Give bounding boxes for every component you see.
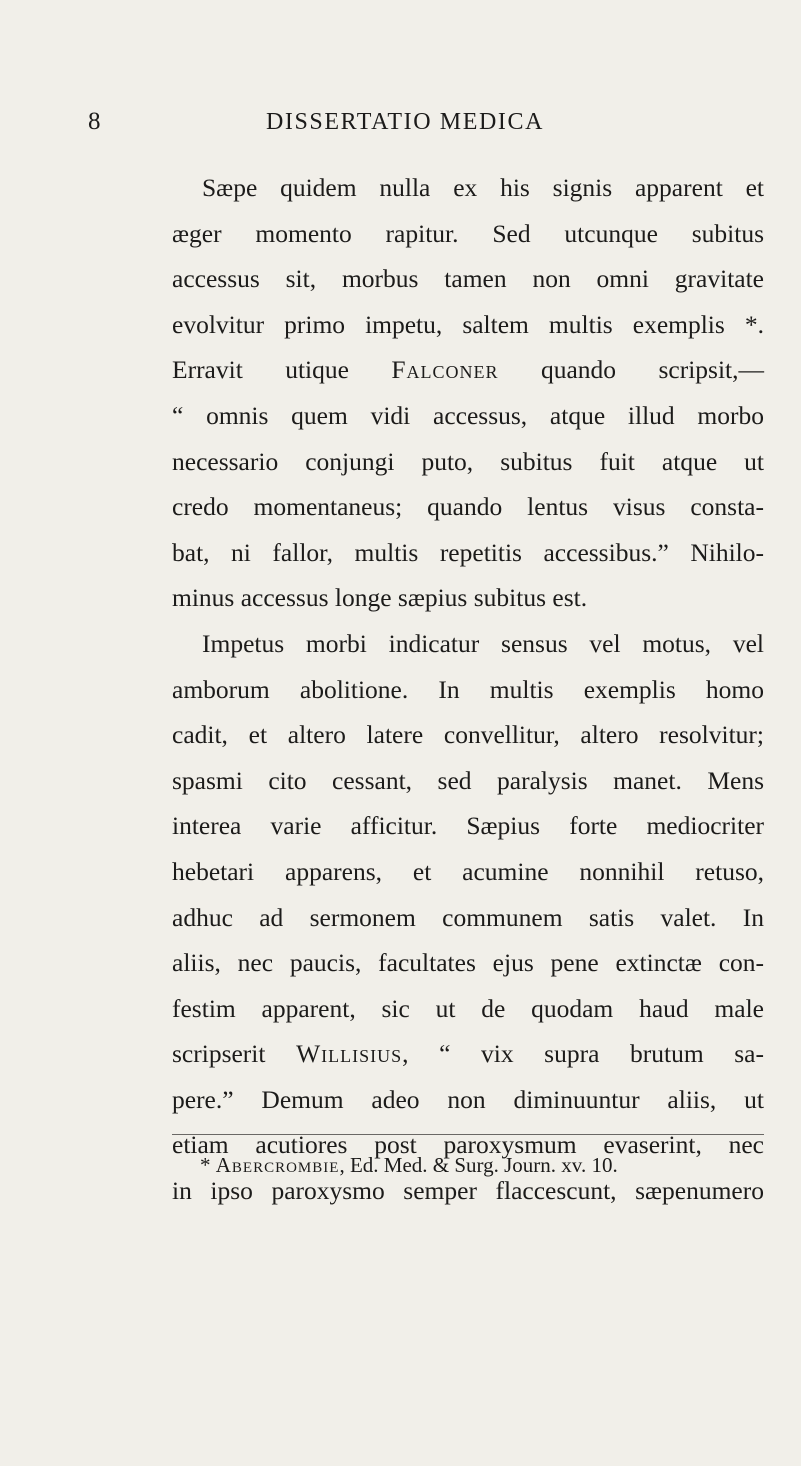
text-line: cadit, et altero latere convellitur, altero resolvitur; bbox=[172, 720, 764, 750]
footnote bbox=[200, 1150, 760, 1180]
text-line: æger momento rapitur. Sed utcunque subitus bbox=[172, 218, 764, 248]
text-line: credo momentaneus; quando lentus visus consta- bbox=[172, 492, 764, 522]
text-fragment: quando scripsit,— bbox=[498, 355, 764, 385]
running-title: DISSERTATIO MEDICA bbox=[265, 109, 545, 135]
author-name-willisius: Willisius bbox=[296, 1039, 403, 1069]
page-number: 8 bbox=[88, 108, 101, 135]
text-fragment: Erravit utique bbox=[172, 355, 392, 385]
body-text bbox=[172, 165, 764, 1214]
text-line: hebetari apparens, et acumine nonnihil retuso, bbox=[172, 856, 764, 886]
author-name-falconer: Falconer bbox=[391, 355, 499, 385]
text-line: pere.” Demum adeo non diminuuntur aliis, ut bbox=[172, 1084, 764, 1114]
text-line: “ omnis quem vidi accessus, atque illud morbo bbox=[172, 400, 764, 430]
text-line: evolvitur primo impetu, saltem multis exemplis *. bbox=[172, 309, 764, 339]
text-line: minus accessus longe sæpius subitus est. bbox=[172, 583, 588, 613]
text-line: accessus sit, morbus tamen non omni gravitate bbox=[172, 264, 764, 294]
text-line: necessario conjungi puto, subitus fuit atque ut bbox=[172, 446, 764, 476]
text-line bbox=[172, 347, 764, 393]
text-line: interea varie afficitur. Sæpius forte mediocriter bbox=[172, 811, 764, 841]
footnote-divider bbox=[172, 1134, 764, 1135]
text-line: etiam acutiores post paroxysmum evaserint, nec bbox=[172, 1130, 764, 1160]
text-line: bat, ni fallor, multis repetitis accessibus.” Nihilo- bbox=[172, 537, 764, 567]
text-line: adhuc ad sermonem communem satis valet. In bbox=[172, 902, 764, 932]
text-fragment: , “ vix supra brutum sa- bbox=[402, 1039, 764, 1069]
text-line: amborum abolitione. In multis exemplis homo bbox=[172, 674, 764, 704]
footnote-marker: * bbox=[200, 1153, 216, 1177]
text-line: Sæpe quidem nulla ex his signis apparent et bbox=[202, 173, 764, 202]
text-line: in ipso paroxysmo semper flaccescunt, sæpenumero bbox=[172, 1176, 764, 1206]
text-line: festim apparent, sic ut de quodam haud male bbox=[172, 993, 764, 1023]
page-header bbox=[0, 107, 801, 137]
footnote-citation: , Ed. Med. & Surg. Journ. xv. 10. bbox=[339, 1153, 618, 1177]
text-line: Impetus morbi indicatur sensus vel motus, vel bbox=[202, 628, 764, 658]
text-fragment: scripserit bbox=[172, 1039, 297, 1069]
footnote-author: Abercrombie bbox=[215, 1153, 340, 1177]
text-line: spasmi cito cessant, sed paralysis manet. Mens bbox=[172, 765, 764, 795]
text-line bbox=[172, 1031, 764, 1077]
text-line: aliis, nec paucis, facultates ejus pene extinctæ con- bbox=[172, 948, 764, 978]
